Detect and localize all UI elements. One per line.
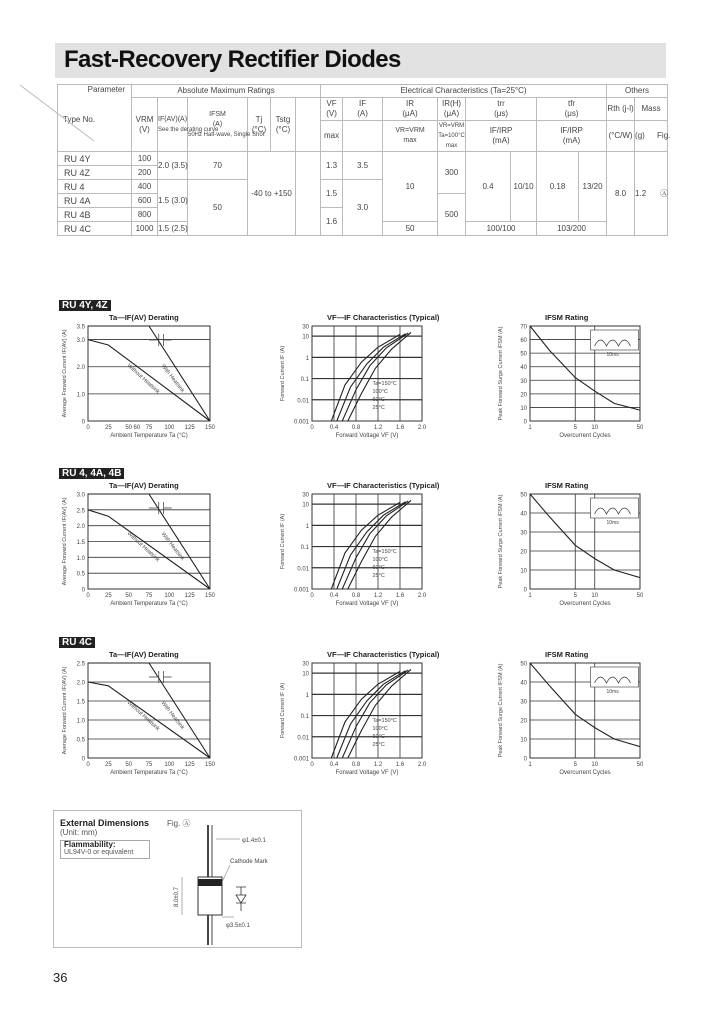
y-tick-label: 0.001 — [293, 756, 309, 763]
ifsm-b: 50 — [188, 180, 248, 236]
spec-table — [57, 84, 671, 236]
vfif-series-1 — [337, 334, 406, 421]
vf-max: max — [321, 121, 343, 152]
y-tick-label: 1.5 — [76, 540, 85, 546]
legend-entry: Ta=150°C — [372, 380, 397, 387]
y-axis-label: Average Forward Current IF(AV) (A) — [62, 666, 68, 755]
section-label-ru4: RU 4, 4A, 4B — [59, 468, 124, 479]
abs-max-header: Absolute Maximum Ratings — [132, 85, 321, 98]
y-axis-label: Average Forward Current IF(AV) (A) — [62, 497, 68, 586]
legend-entry: Ta=150°C — [372, 548, 397, 555]
x-tick-label: 100 — [164, 762, 175, 768]
irh-b: 500 — [438, 194, 466, 236]
vf-header: VF (V) — [321, 98, 343, 121]
derating-chart-1 — [60, 478, 220, 613]
y-tick-label: 30 — [302, 492, 309, 499]
y-tick-label: 40 — [520, 511, 527, 518]
y-tick-label: 30 — [302, 324, 309, 331]
y-tick-label: 0.1 — [300, 714, 309, 721]
vrm-header: VRM (V) — [132, 98, 158, 152]
rth-header: Rth (j-l) — [607, 98, 635, 121]
page-number: 36 — [53, 970, 68, 985]
if-b: 3.0 — [343, 180, 383, 236]
legend-entry: 60°C — [372, 564, 385, 571]
x-tick-label: 100 — [164, 593, 175, 599]
x-tick-label: 50 — [636, 762, 644, 768]
mass-header: Mass — [635, 98, 668, 121]
if-header: IF (A) — [343, 98, 383, 121]
x-tick-label: 75 — [145, 593, 153, 599]
x-tick-label: 1 — [528, 762, 532, 768]
x-tick-label: 5 — [573, 425, 577, 431]
x-tick-label: 60 — [133, 425, 141, 431]
legend-entry: 60°C — [372, 733, 385, 740]
flammability-title: Flammability: — [64, 840, 116, 849]
row-type: RU 4Y — [58, 152, 132, 166]
y-tick-label: 2.0 — [76, 365, 85, 372]
y-tick-label: 0 — [523, 419, 527, 426]
y-tick-label: 30 — [302, 661, 309, 668]
y-tick-label: 10 — [302, 502, 309, 509]
cathode-mark-label: Cathode Mark — [230, 859, 268, 865]
y-tick-label: 1.0 — [76, 392, 85, 399]
y-tick-label: 2.5 — [76, 508, 85, 515]
tfr-cond-b: 103/200 — [537, 222, 607, 236]
y-tick-label: 0 — [81, 419, 85, 426]
x-axis-label: Forward Voltage VF (V) — [335, 601, 399, 607]
y-tick-label: 0 — [81, 756, 85, 763]
row-vrm: 1000 — [132, 222, 158, 236]
y-tick-label: 0 — [81, 587, 85, 594]
vfif-chart-1 — [272, 478, 440, 613]
x-axis-label: Overcurrent Cycles — [559, 601, 611, 607]
chart-title: VF—IF Characteristics (Typical) — [327, 481, 440, 490]
y-tick-label: 10 — [520, 405, 527, 412]
ir-header: IR (μA) — [383, 98, 438, 121]
y-tick-label: 10 — [302, 334, 309, 341]
x-tick-label: 2.0 — [417, 762, 427, 768]
chart-title: VF—IF Characteristics (Typical) — [327, 313, 440, 322]
elec-char-header: Electrical Characteristics (Ta=25°C) — [321, 85, 607, 98]
vf-b: 1.5 — [321, 180, 343, 208]
section-label-ru4y: RU 4Y, 4Z — [59, 300, 111, 311]
ifav-header: IF(AV)(A) See the derating curve — [158, 98, 188, 152]
x-tick-label: 50 — [636, 593, 644, 599]
y-tick-label: 10 — [302, 671, 309, 678]
dim-lead: φ1.4±0.1 — [242, 838, 266, 844]
row-type: RU 4Z — [58, 166, 132, 180]
x-tick-label: 0.8 — [351, 762, 361, 768]
y-tick-label: 2.5 — [76, 661, 85, 668]
mass-unit: (g) Fig. — [635, 121, 668, 152]
ifsm-header: IFSM (A) 50Hz Half-wave, Single Shot — [188, 98, 248, 152]
ext-unit: (Unit: mm) — [60, 828, 98, 837]
x-tick-label: 0.4 — [329, 593, 339, 599]
ext-fig: Fig. Ⓐ — [167, 819, 191, 828]
irh-header: IR(H) (μA) — [438, 98, 466, 121]
row-vrm: 600 — [132, 194, 158, 208]
title-bar — [55, 43, 666, 78]
diagonal-line — [20, 85, 94, 141]
y-tick-label: 3.0 — [76, 492, 85, 499]
y-tick-label: 1 — [305, 355, 309, 362]
x-tick-label: 0.4 — [329, 762, 339, 768]
y-tick-label: 40 — [520, 680, 527, 687]
param-header-cell — [58, 85, 132, 152]
vf-a: 1.3 — [321, 152, 343, 180]
tfr-cond-a: 13/20 — [579, 152, 607, 222]
dim-body: φ3.5±0.1 — [226, 923, 250, 929]
row-type: RU 4C — [58, 222, 132, 236]
param-label: Parameter — [87, 85, 125, 94]
x-tick-label: 50 — [125, 762, 133, 768]
row-vrm: 200 — [132, 166, 158, 180]
y-tick-label: 2.0 — [76, 680, 85, 687]
y-tick-label: 20 — [520, 392, 527, 399]
x-tick-label: 1 — [528, 593, 532, 599]
tj-tstg: -40 to +150 — [248, 152, 296, 236]
curve-label-with-heatsink: With Heatsink — [159, 700, 186, 731]
x-tick-label: 25 — [104, 762, 112, 768]
x-tick-label: 2.0 — [417, 425, 427, 431]
y-axis-label: Forward Current IF (A) — [280, 513, 286, 570]
y-axis-label: Peak Forward Surge Current IFSM (A) — [498, 494, 504, 589]
y-tick-label: 0.001 — [293, 587, 309, 594]
y-tick-label: 20 — [520, 718, 527, 725]
row-type: RU 4A — [58, 194, 132, 208]
y-tick-label: 10 — [520, 568, 527, 575]
y-tick-label: 1 — [305, 523, 309, 530]
chart-title: IFSM Rating — [545, 481, 589, 490]
plot-frame — [312, 326, 422, 421]
plot-frame — [312, 494, 422, 589]
inset-label: 10ms — [606, 689, 619, 695]
x-tick-label: 0.4 — [329, 425, 339, 431]
legend-entry: 25°C — [372, 404, 385, 411]
legend-entry: 60°C — [372, 396, 385, 403]
y-tick-label: 0.01 — [297, 566, 309, 573]
y-tick-label: 0.5 — [76, 571, 85, 578]
y-tick-label: 30 — [520, 699, 527, 706]
trr-cond: IF/IRP (mA) — [466, 121, 537, 152]
y-axis-label: Forward Current IF (A) — [280, 345, 286, 402]
rth: 8.0 — [607, 152, 635, 236]
tfr-header: tfr (μs) — [537, 98, 607, 121]
x-tick-label: 150 — [204, 762, 216, 768]
y-tick-label: 50 — [520, 661, 527, 668]
y-tick-label: 1.5 — [76, 699, 85, 706]
vfif-chart-2 — [272, 647, 440, 782]
legend-entry: 100°C — [372, 388, 388, 395]
y-tick-label: 50 — [520, 492, 527, 499]
trr-header: trr (μs) — [466, 98, 537, 121]
dim-length: 8.0±0.7 — [174, 887, 180, 907]
chart-title: Ta—IF(AV) Derating — [109, 313, 179, 322]
y-axis-label: Peak Forward Surge Current IFSM (A) — [498, 663, 504, 758]
x-tick-label: 1.6 — [395, 425, 405, 431]
flammability-text: UL94V-0 or equivalent — [64, 849, 134, 856]
ifsm-chart-0 — [490, 310, 650, 445]
vfif-series-1 — [337, 671, 406, 758]
legend-entry: 25°C — [372, 572, 385, 579]
x-tick-label: 10 — [591, 762, 599, 768]
section-label-ru4c: RU 4C — [59, 637, 95, 648]
y-tick-label: 1 — [305, 692, 309, 699]
x-tick-label: 125 — [184, 425, 195, 431]
y-axis-label: Forward Current IF (A) — [280, 682, 286, 739]
y-tick-label: 0.001 — [293, 419, 309, 426]
spacer — [296, 152, 321, 236]
tstg-header: Tstg (°C) — [271, 98, 296, 152]
x-tick-label: 150 — [204, 593, 216, 599]
y-tick-label: 40 — [520, 365, 527, 372]
x-tick-label: 150 — [204, 425, 216, 431]
y-tick-label: 0.1 — [300, 377, 309, 384]
x-axis-label: Forward Voltage VF (V) — [335, 433, 399, 439]
ir-cond: VR=VRM max — [383, 121, 438, 152]
x-tick-label: 5 — [573, 593, 577, 599]
x-tick-label: 25 — [104, 425, 112, 431]
vfif-chart-0 — [272, 310, 440, 445]
inset-label: 10ms — [606, 352, 619, 358]
x-tick-label: 1 — [528, 425, 532, 431]
chart-title: Ta—IF(AV) Derating — [109, 481, 179, 490]
x-tick-label: 125 — [184, 593, 195, 599]
x-tick-label: 0 — [86, 762, 90, 768]
x-axis-label: Overcurrent Cycles — [559, 770, 611, 776]
y-tick-label: 30 — [520, 530, 527, 537]
x-tick-label: 25 — [104, 593, 112, 599]
irh-cond: VR=VRM Ta=100°C max — [438, 121, 466, 152]
x-axis-label: Forward Voltage VF (V) — [335, 770, 399, 776]
ifsm-chart-1 — [490, 478, 650, 613]
curve-label-without-heatsink: Without Heatsink — [125, 362, 161, 396]
y-tick-label: 0.1 — [300, 545, 309, 552]
x-tick-label: 1.2 — [373, 593, 383, 599]
y-tick-label: 3.5 — [76, 324, 85, 331]
x-tick-label: 50 — [125, 425, 133, 431]
row-vrm: 100 — [132, 152, 158, 166]
y-tick-label: 1.0 — [76, 555, 85, 562]
y-tick-label: 0.01 — [297, 735, 309, 742]
x-tick-label: 75 — [145, 425, 153, 431]
trr-cond-b: 100/100 — [466, 222, 537, 236]
row-type: RU 4 — [58, 180, 132, 194]
x-tick-label: 50 — [125, 593, 133, 599]
x-tick-label: 125 — [184, 762, 195, 768]
legend-entry: Ta=150°C — [372, 717, 397, 724]
y-tick-label: 20 — [520, 549, 527, 556]
y-tick-label: 0.5 — [76, 737, 85, 744]
derating-chart-0 — [60, 310, 220, 445]
y-tick-label: 70 — [520, 324, 527, 331]
x-tick-label: 10 — [591, 425, 599, 431]
legend-entry: 100°C — [372, 725, 388, 732]
x-axis-label: Overcurrent Cycles — [559, 433, 611, 439]
x-tick-label: 50 — [636, 425, 644, 431]
ifsm-a: 70 — [188, 152, 248, 180]
y-tick-label: 50 — [520, 351, 527, 358]
others-header: Others — [607, 85, 668, 98]
legend-entry: 100°C — [372, 556, 388, 563]
y-tick-label: 10 — [520, 737, 527, 744]
y-tick-label: 2.0 — [76, 524, 85, 531]
x-tick-label: 0 — [310, 593, 314, 599]
spacer-header — [296, 98, 321, 152]
ext-title: External Dimensions — [60, 818, 150, 828]
page-title: Fast-Recovery Rectifier Diodes — [64, 46, 401, 73]
curve-label-with-heatsink: With Heatsink — [159, 363, 186, 394]
chart-title: VF—IF Characteristics (Typical) — [327, 650, 440, 659]
x-tick-label: 0 — [310, 425, 314, 431]
x-tick-label: 10 — [591, 593, 599, 599]
tfr: 0.18 — [537, 152, 579, 222]
x-tick-label: 0 — [86, 425, 90, 431]
x-tick-label: 2.0 — [417, 593, 427, 599]
chart-title: IFSM Rating — [545, 313, 589, 322]
y-tick-label: 1.0 — [76, 718, 85, 725]
vfif-series-1 — [337, 502, 406, 589]
chart-title: Ta—IF(AV) Derating — [109, 650, 179, 659]
trr-cond-a: 10/10 — [511, 152, 537, 222]
y-tick-label: 0 — [523, 587, 527, 594]
curve-label-without-heatsink: Without Heatsink — [125, 530, 161, 564]
row-type: RU 4B — [58, 208, 132, 222]
irh-a: 300 — [438, 152, 466, 194]
rth-unit: (°C/W) — [607, 121, 635, 152]
tfr-cond: IF/IRP (mA) — [537, 121, 607, 152]
x-tick-label: 0 — [86, 593, 90, 599]
chart-title: IFSM Rating — [545, 650, 589, 659]
x-tick-label: 1.6 — [395, 593, 405, 599]
tj-header: Tj (°C) — [248, 98, 271, 152]
x-tick-label: 100 — [164, 425, 175, 431]
half-wave-inset-icon — [591, 667, 639, 687]
cathode-band — [198, 879, 222, 886]
ifsm-chart-2 — [490, 647, 650, 782]
x-axis-label: Ambient Temperature Ta (°C) — [110, 601, 188, 607]
y-axis-label: Average Forward Current IF(AV) (A) — [62, 329, 68, 418]
x-axis-label: Ambient Temperature Ta (°C) — [110, 433, 188, 439]
vf-c: 1.6 — [321, 208, 343, 236]
row-vrm: 800 — [132, 208, 158, 222]
ir-a: 10 — [383, 152, 438, 222]
x-tick-label: 5 — [573, 762, 577, 768]
y-tick-label: 0.01 — [297, 398, 309, 405]
trr: 0.4 — [466, 152, 511, 222]
ifav-b: 1.5 (3.0) — [158, 180, 188, 222]
if-unit — [343, 121, 383, 152]
derating-chart-2 — [60, 647, 220, 782]
y-tick-label: 30 — [520, 378, 527, 385]
y-tick-label: 60 — [520, 338, 527, 345]
legend-entry: 25°C — [372, 741, 385, 748]
x-tick-label: 1.2 — [373, 762, 383, 768]
mass-fig: 1.2 Ⓐ — [635, 152, 668, 236]
x-axis-label: Ambient Temperature Ta (°C) — [110, 770, 188, 776]
typeno-label: Type No. — [63, 115, 96, 124]
y-tick-label: 3.0 — [76, 338, 85, 345]
x-tick-label: 0.8 — [351, 593, 361, 599]
ir-b: 50 — [383, 222, 438, 236]
if-a: 3.5 — [343, 152, 383, 180]
inset-label: 10ms — [606, 520, 619, 526]
y-axis-label: Peak Forward Surge Current IFSM (A) — [498, 326, 504, 421]
x-tick-label: 1.6 — [395, 762, 405, 768]
plot-frame — [312, 663, 422, 758]
x-tick-label: 0.8 — [351, 425, 361, 431]
curve-label-with-heatsink: With Heatsink — [159, 531, 186, 562]
half-wave-inset-icon — [591, 330, 639, 350]
x-tick-label: 1.2 — [373, 425, 383, 431]
diode-symbol-icon — [236, 887, 246, 911]
diode-outline-drawing — [160, 825, 300, 945]
curve-label-without-heatsink: Without Heatsink — [125, 699, 161, 733]
ifav-c: 1.5 (2.5) — [158, 222, 188, 236]
ifav-a: 2.0 (3.5) — [158, 152, 188, 180]
x-tick-label: 75 — [145, 762, 153, 768]
half-wave-inset-icon — [591, 498, 639, 518]
y-tick-label: 0 — [523, 756, 527, 763]
x-tick-label: 0 — [310, 762, 314, 768]
row-vrm: 400 — [132, 180, 158, 194]
